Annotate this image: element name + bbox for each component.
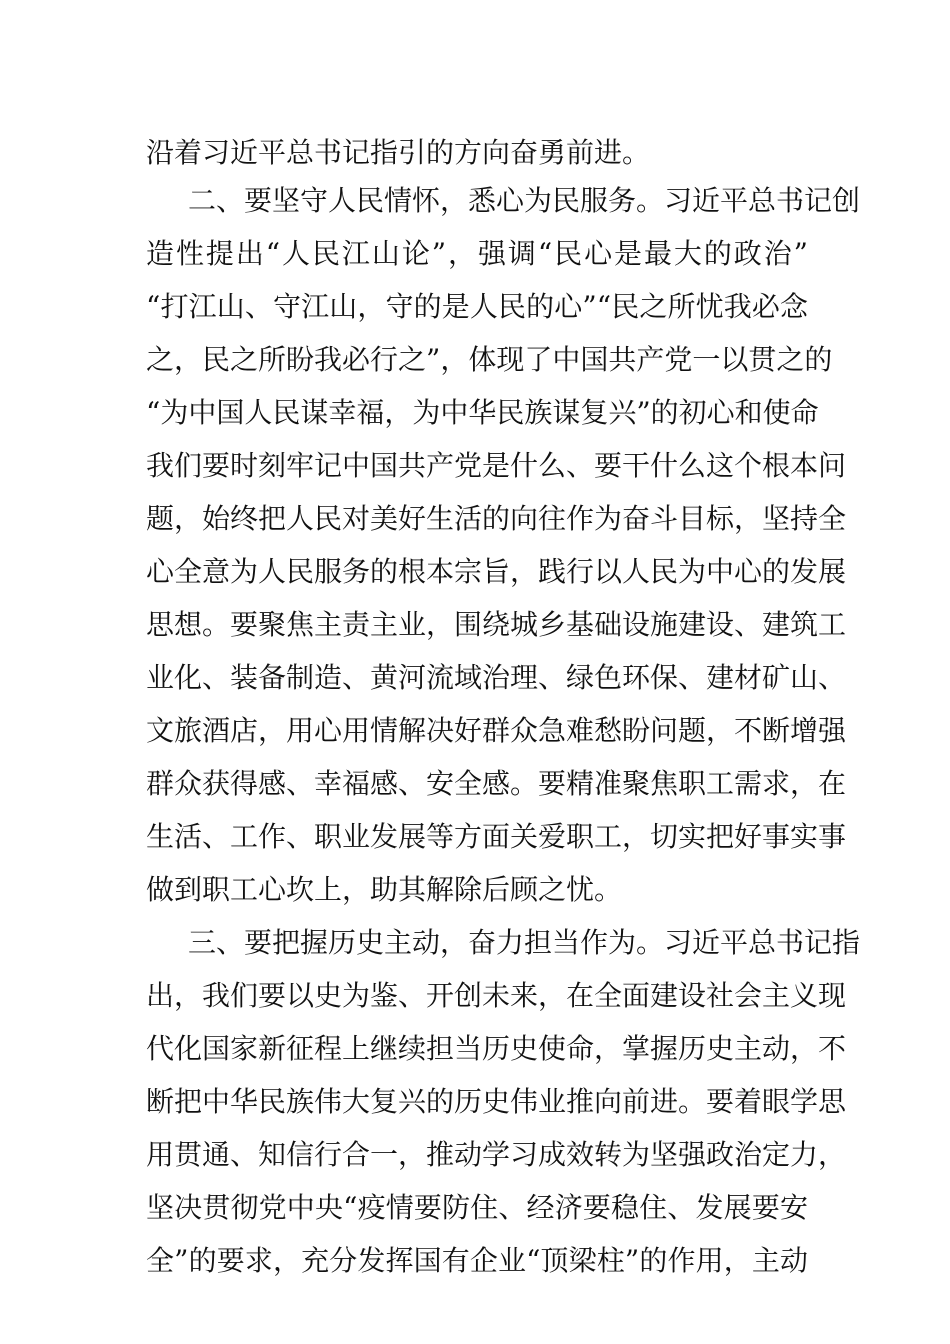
text-line: 造性提出“人民江山论”，强调“民心是最大的政治” [146, 237, 808, 270]
text-line: 代化国家新征程上继续担当历史使命，掌握历史主动，不 [146, 1032, 847, 1065]
text-line: 用贯通、知信行合一，推动学习成效转为坚强政治定力， [146, 1138, 847, 1171]
text-line: “打江山、守江山，守的是人民的心”“民之所忧我必念 [146, 290, 808, 323]
text-line: “为中国人民谋幸福，为中华民族谋复兴”的初心和使命 [146, 396, 819, 429]
text-line: 做到职工心坎上，助其解除后顾之忧。 [146, 873, 623, 906]
text-line: 出，我们要以史为鉴、开创未来，在全面建设社会主义现 [146, 979, 847, 1012]
text-line: 我们要时刻牢记中国共产党是什么、要干什么这个根本问 [146, 449, 847, 482]
paragraph-start-line: 三、要把握历史主动，奋力担当作为。习近平总书记指 [188, 926, 861, 959]
text-line: 全”的要求，充分发挥国有企业“顶梁柱”的作用，主动 [146, 1244, 808, 1277]
text-line: 群众获得感、幸福感、安全感。要精准聚焦职工需求，在 [146, 767, 847, 800]
text-line: 生活、工作、职业发展等方面关爱职工，切实把好事实事 [146, 820, 847, 853]
text-line: 心全意为人民服务的根本宗旨，践行以人民为中心的发展 [146, 555, 847, 588]
text-line: 文旅酒店，用心用情解决好群众急难愁盼问题，不断增强 [146, 714, 847, 747]
text-line: 业化、装备制造、黄河流域治理、绿色环保、建材矿山、 [146, 661, 847, 694]
text-line: 坚决贯彻党中央“疫情要防住、经济要稳住、发展要安 [146, 1191, 808, 1224]
text-line: 沿着习近平总书记指引的方向奋勇前进。 [146, 136, 651, 169]
text-line: 之，民之所盼我必行之”，体现了中国共产党一以贯之的 [146, 343, 833, 376]
text-line: 思想。要聚焦主责主业，围绕城乡基础设施建设、建筑工 [146, 608, 847, 641]
text-line: 断把中华民族伟大复兴的历史伟业推向前进。要着眼学思 [146, 1085, 847, 1118]
text-line: 题，始终把人民对美好生活的向往作为奋斗目标，坚持全 [146, 502, 847, 535]
paragraph-start-line: 二、要坚守人民情怀，悉心为民服务。习近平总书记创 [188, 184, 861, 217]
